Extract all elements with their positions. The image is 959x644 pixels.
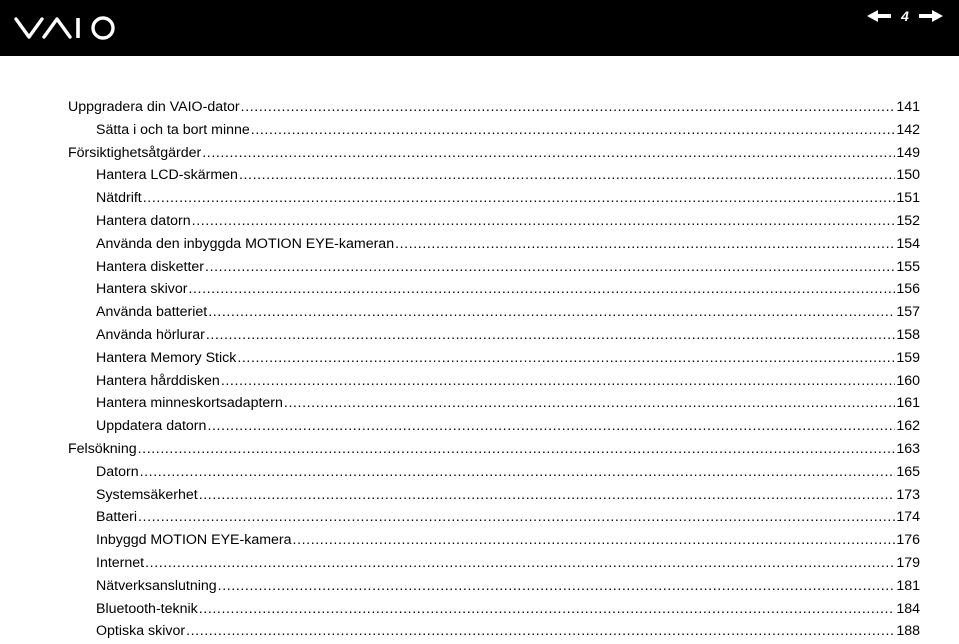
toc-entry-title[interactable]: Sätta i och ta bort minne: [96, 121, 250, 138]
toc-entry-page[interactable]: 161: [896, 395, 920, 412]
toc-dot-leader: [221, 370, 896, 393]
toc-dot-leader: [199, 484, 896, 507]
toc-entry-page[interactable]: 158: [896, 326, 920, 343]
toc-entry-page[interactable]: 173: [896, 486, 920, 503]
arrow-left-icon[interactable]: [867, 10, 891, 22]
toc-entry-page[interactable]: 184: [896, 600, 920, 617]
toc-entry-title[interactable]: Hantera disketter: [96, 258, 205, 275]
toc-entry[interactable]: [68, 598, 920, 621]
vaio-logo: [14, 14, 122, 42]
header-bar: [0, 0, 959, 56]
toc-entry-page[interactable]: 156: [896, 281, 920, 298]
toc-entry-page[interactable]: 142: [896, 121, 920, 138]
toc-entry[interactable]: [68, 461, 920, 484]
toc-entry-title[interactable]: Hantera skivor: [96, 281, 188, 298]
toc-dot-leader: [140, 461, 896, 484]
toc-entry-title[interactable]: Datorn: [96, 463, 139, 480]
toc-dot-leader: [206, 324, 895, 347]
toc-entry-title[interactable]: Hantera hårddisken: [96, 372, 220, 389]
toc-entry[interactable]: [68, 370, 920, 393]
toc-entry[interactable]: [68, 210, 920, 233]
toc-dot-leader: [138, 438, 896, 461]
toc-dot-leader: [395, 233, 895, 256]
toc-entry[interactable]: [68, 164, 920, 187]
toc-entry[interactable]: [68, 529, 920, 552]
toc-entry[interactable]: [68, 575, 920, 598]
toc-dot-leader: [202, 142, 895, 165]
toc-dot-leader: [218, 575, 896, 598]
toc-entry-page[interactable]: 151: [896, 190, 920, 207]
toc-entry[interactable]: [68, 301, 920, 324]
toc-entry-page[interactable]: 149: [896, 144, 920, 161]
toc-entry-title[interactable]: Hantera Memory Stick: [96, 349, 237, 366]
toc-entry-title[interactable]: Uppgradera din VAIO-dator: [68, 99, 240, 115]
toc-dot-leader: [284, 392, 895, 415]
toc-entry-page[interactable]: 179: [896, 554, 920, 571]
toc-entry[interactable]: [68, 233, 920, 256]
toc-entry-title[interactable]: Bluetooth-teknik: [96, 600, 198, 617]
toc-entry[interactable]: [68, 142, 920, 165]
toc-entry-page[interactable]: 141: [896, 99, 920, 115]
toc-entry-title[interactable]: Använda batteriet: [96, 304, 208, 321]
toc-entry-page[interactable]: 155: [896, 258, 920, 275]
toc-entry-page[interactable]: 154: [896, 235, 920, 252]
toc-entry[interactable]: [68, 119, 920, 142]
toc-dot-leader: [241, 96, 896, 119]
toc-entry[interactable]: [68, 96, 920, 119]
toc-entry-title[interactable]: Hantera datorn: [96, 212, 191, 229]
page-navigation: [867, 6, 943, 26]
toc-entry-page[interactable]: 150: [896, 167, 920, 184]
toc-entry-page[interactable]: 174: [896, 509, 920, 526]
toc-entry-title[interactable]: Internet: [96, 554, 145, 571]
arrow-right-icon[interactable]: [919, 10, 943, 22]
toc-entry-title[interactable]: Använda hörlurar: [96, 326, 205, 343]
toc-entry-page[interactable]: 188: [896, 623, 920, 640]
toc-entry-title[interactable]: Systemsäkerhet: [96, 486, 198, 503]
toc-entry[interactable]: [68, 392, 920, 415]
toc-dot-leader: [208, 301, 895, 324]
toc-entry[interactable]: [68, 552, 920, 575]
toc-entry[interactable]: [68, 506, 920, 529]
toc-entry-title[interactable]: Batteri: [96, 509, 138, 526]
toc-entry-title[interactable]: Nätdrift: [96, 190, 142, 207]
toc-dot-leader: [143, 187, 896, 210]
toc-entry[interactable]: [68, 324, 920, 347]
toc-dot-leader: [188, 278, 895, 301]
toc-dot-leader: [138, 506, 895, 529]
toc-dot-leader: [186, 620, 895, 643]
toc-entry-title[interactable]: Optiska skivor: [96, 623, 186, 640]
toc-entry[interactable]: [68, 415, 920, 438]
toc-entry[interactable]: [68, 187, 920, 210]
toc-dot-leader: [199, 598, 896, 621]
toc-entry-page[interactable]: 165: [896, 463, 920, 480]
toc-dot-leader: [207, 415, 895, 438]
toc-entry-page[interactable]: 160: [896, 372, 920, 389]
toc-entry-page[interactable]: 152: [896, 212, 920, 229]
page-number: 4: [901, 8, 909, 24]
toc-dot-leader: [239, 164, 895, 187]
toc-entry[interactable]: [68, 347, 920, 370]
toc-entry-page[interactable]: 159: [896, 349, 920, 366]
toc-dot-leader: [237, 347, 895, 370]
toc-dot-leader: [205, 256, 895, 279]
toc-entry-title[interactable]: Felsökning: [68, 440, 137, 457]
toc-entry[interactable]: [68, 620, 920, 643]
toc-dot-leader: [251, 119, 896, 142]
toc-entry[interactable]: [68, 256, 920, 279]
toc-entry-page[interactable]: 162: [896, 418, 920, 435]
toc-entry-page[interactable]: 157: [896, 304, 920, 321]
toc-entry-page[interactable]: 181: [896, 577, 920, 594]
toc-entry-title[interactable]: Nätverksanslutning: [96, 577, 217, 594]
toc-entry-page[interactable]: 176: [896, 532, 920, 549]
toc-entry-title[interactable]: Uppdatera datorn: [96, 418, 207, 435]
toc-entry-title[interactable]: Försiktighetsåtgärder: [68, 144, 202, 161]
toc-entry-title[interactable]: Inbyggd MOTION EYE-kamera: [96, 532, 292, 549]
toc-entry[interactable]: [68, 438, 920, 461]
toc-entry-title[interactable]: Använda den inbyggda MOTION EYE-kameran: [96, 235, 395, 252]
toc-dot-leader: [145, 552, 895, 575]
toc-entry-title[interactable]: Hantera minneskortsadaptern: [96, 395, 283, 412]
toc-entry-page[interactable]: 163: [896, 440, 920, 457]
table-of-contents: [68, 96, 920, 643]
toc-entry-title[interactable]: Hantera LCD-skärmen: [96, 167, 238, 184]
toc-dot-leader: [192, 210, 896, 233]
toc-entry[interactable]: [68, 484, 920, 507]
toc-dot-leader: [293, 529, 896, 552]
toc-entry[interactable]: [68, 278, 920, 301]
